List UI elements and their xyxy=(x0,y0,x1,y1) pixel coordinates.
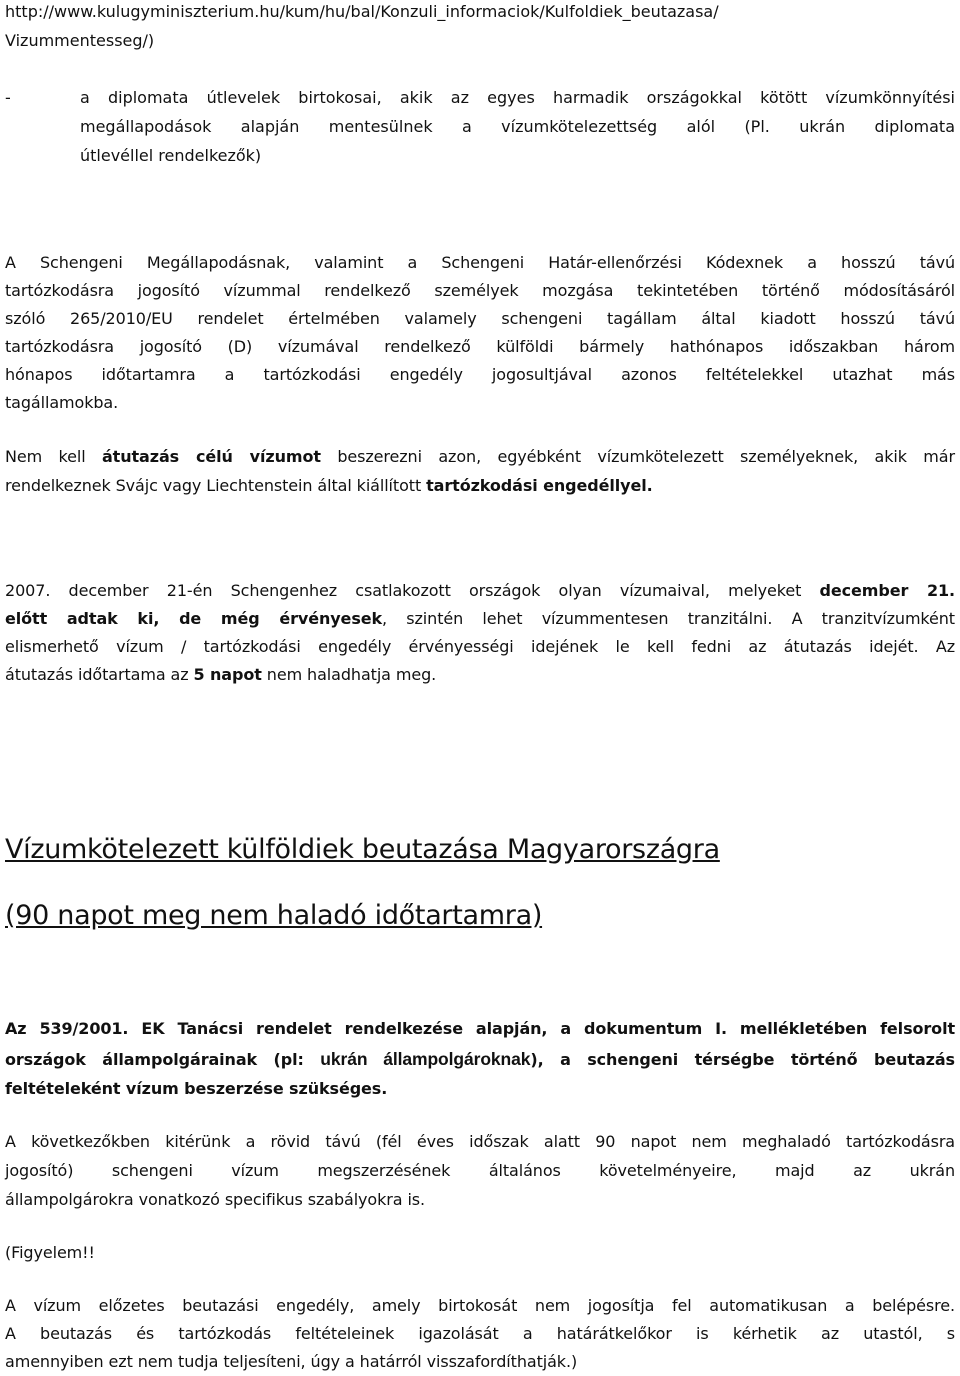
para2-bold-transit-visa: átutazás célú vízumot xyxy=(101,447,321,466)
heading-main: Vízumkötelezett külföldiek beutazása Magyarországra xyxy=(5,834,720,865)
para3-text: , szintén lehet vízummentesen tranzitálni. A tranzitvízumként xyxy=(382,609,955,628)
para1-line-3: szóló 265/2010/EU rendelet értelmében valamely schengeni tagállam által kiadott hosszú távú xyxy=(5,309,955,328)
para4-line-1: Az 539/2001. EK Tanácsi rendelet rendelkezése alapján, a dokumentum I. mellékletében felsorolt xyxy=(5,1019,955,1038)
bullet-marker: - xyxy=(5,88,11,107)
para1-line-5: hónapos időtartamra a tartózkodási engedély jogosultjával azonos feltételekkel utazhat más xyxy=(5,365,955,384)
para1-line-2: tartózkodásra jogosító vízummal rendelkező személyek mozgása tekintetében történő módosításáról xyxy=(5,281,955,300)
bullet-line-2: megállapodások alapján mentesülnek a vízumkötelezettség alól (Pl. ukrán diplomata xyxy=(80,117,955,136)
para3-line-2 xyxy=(5,605,955,633)
para4-text: országok állampolgárainak (pl: xyxy=(5,1050,321,1069)
para1-line-1: A Schengeni Megállapodásnak, valamint a Schengeni Határ-ellenőrzési Kódexnek a hosszú távú xyxy=(5,253,955,272)
para6-line-1: A vízum előzetes beutazási engedély, amely birtokosát nem jogosítja fel automatikusan a belépésre. xyxy=(5,1296,955,1315)
para3-line-3: elismerhető vízum / tartózkodási engedély érvényességi idejének le kell fedni az átutazás idejét. Az xyxy=(5,637,955,656)
bullet-line-3: útlevéllel rendelkezők) xyxy=(80,146,262,165)
para4-line-3: feltételeként vízum beszerzése szükséges. xyxy=(5,1079,388,1098)
para3-bold-days: 5 napot xyxy=(193,665,262,684)
para3-line-1 xyxy=(5,577,955,605)
para3-text: 2007. december 21-én Schengenhez csatlakozott országok olyan vízumaival, melyeket xyxy=(5,581,820,600)
bullet-line-1: a diplomata útlevelek birtokosai, akik az egyes harmadik országokkal kötött vízumkönnyítési xyxy=(80,88,955,107)
para2-line-1 xyxy=(5,443,955,471)
url-line-1: http://www.kulugyminiszterium.hu/kum/hu/bal/Konzuli_informaciok/Kulfoldiek_beutazasa/ xyxy=(5,2,719,21)
note-title: (Figyelem!! xyxy=(5,1243,95,1262)
para2-text: rendelkeznek Svájc vagy Liechtenstein által kiállított xyxy=(5,476,427,495)
heading-sub: (90 napot meg nem haladó időtartamra) xyxy=(5,900,543,931)
para5-line-1: A következőkben kitérünk a rövid távú (fél éves időszak alatt 90 napot nem meghaladó tartózkodásra xyxy=(5,1132,955,1151)
url-line-2: Vizummentesseg/) xyxy=(5,31,155,50)
para3-bold-issued: előtt adtak ki, de még érvényesek xyxy=(5,609,383,628)
para2-bold-residence-permit: tartózkodási engedéllyel. xyxy=(426,476,653,495)
para3-text: nem haladhatja meg. xyxy=(261,665,437,684)
para1-line-6: tagállamokba. xyxy=(5,393,119,412)
para5-line-3: állampolgárokra vonatkozó specifikus szabályokra is. xyxy=(5,1190,426,1209)
para5-line-2: jogosító) schengeni vízum megszerzésének általános követelményeire, majd az ukrán xyxy=(5,1161,955,1180)
para4-ukrainian-citizens: ukrán állampolgároknak xyxy=(320,1049,531,1069)
para3-bold-date: december 21. xyxy=(819,581,955,600)
para6-line-3: amennyiben ezt nem tudja teljesíteni, úgy a határról visszafordíthatják.) xyxy=(5,1352,578,1371)
para2-text: beszerezni azon, egyébként vízumkötelezett személyeknek, akik már xyxy=(320,447,955,466)
para1-line-4: tartózkodásra jogosító (D) vízumával rendelkező külföldi bármely hathónapos időszakban három xyxy=(5,337,955,356)
para4-line-2 xyxy=(5,1045,955,1074)
para4-text: ), a schengeni térségbe történő beutazás xyxy=(530,1050,955,1069)
para6-line-2: A beutazás és tartózkodás feltételeinek igazolását a határátkelőkor is kérhetik az utastól, s xyxy=(5,1324,955,1343)
para2-line-2 xyxy=(5,472,955,500)
para2-text: Nem kell xyxy=(5,447,102,466)
para3-text: átutazás időtartama az xyxy=(5,665,194,684)
para3-line-4 xyxy=(5,661,955,689)
